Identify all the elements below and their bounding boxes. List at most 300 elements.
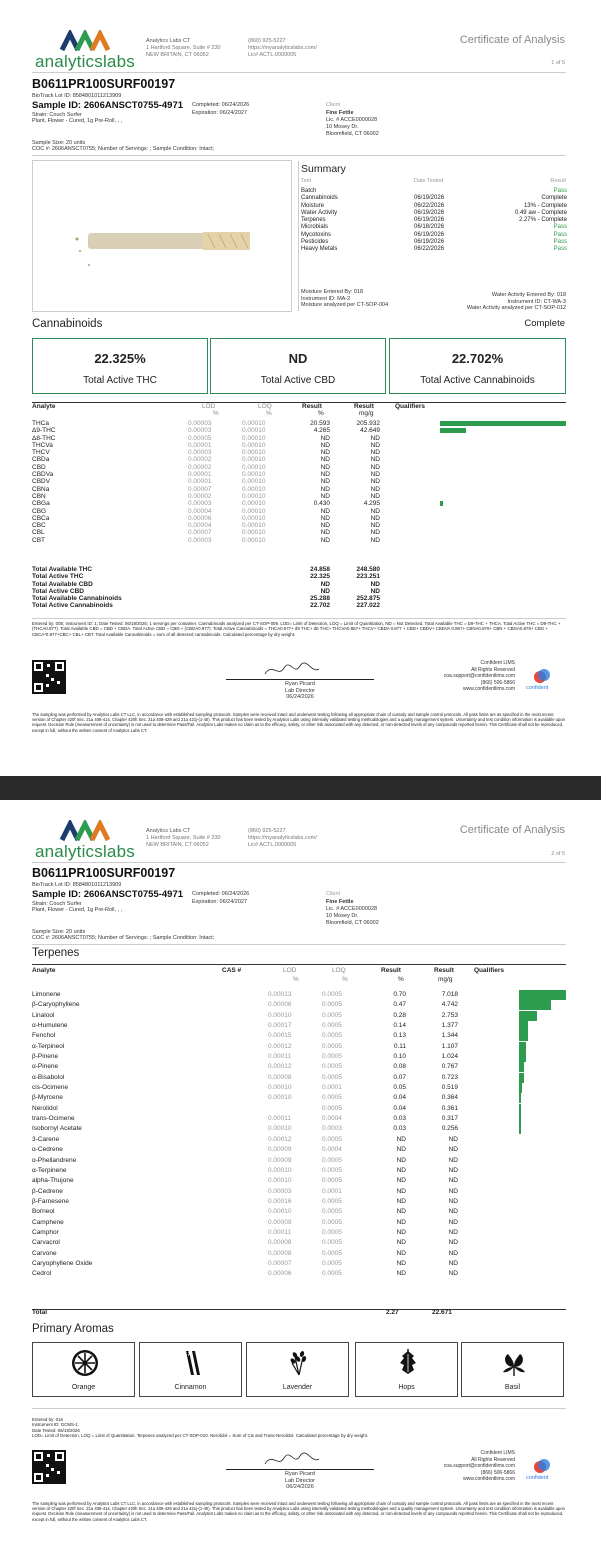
loq-value: 0.00010 <box>242 478 266 486</box>
result-mg: 1.377 <box>441 1022 458 1030</box>
water-sop: Water Activity analyzed per CT-SOP-012 <box>466 305 566 311</box>
lab-phone: (860) 925-5227 <box>248 38 286 44</box>
total-row <box>32 595 566 602</box>
col-result-mg: Result <box>354 403 374 410</box>
summary-result: Pass <box>553 231 567 238</box>
analyte-name: Carvacrol <box>32 1239 60 1247</box>
summary-row <box>301 239 567 246</box>
box-value: 22.702% <box>451 351 504 366</box>
table-row <box>32 1000 566 1010</box>
lims-email[interactable]: coa.support@confidentlims.com <box>443 1463 515 1469</box>
summary-row <box>301 232 567 239</box>
loq-value: 0.0005 <box>322 1135 342 1143</box>
unit: mg/g <box>438 975 453 983</box>
analyte-name: CBDVa <box>32 471 54 479</box>
sample-id: Sample ID: 2606ANSCT0755-4971 <box>32 100 184 111</box>
signature-block <box>226 681 374 701</box>
qr-code-icon[interactable] <box>32 660 66 694</box>
result-pct: ND <box>320 514 330 522</box>
loq-value: 0.0005 <box>322 1156 342 1164</box>
aroma-orange <box>32 1342 135 1397</box>
lod-value: 0.00003 <box>188 420 212 427</box>
loq-value: 0.00010 <box>242 434 266 442</box>
loq-value: 0.0005 <box>322 1001 342 1009</box>
summary-row <box>301 210 567 217</box>
summary-title: Summary <box>301 163 346 175</box>
loq-value: 0.0005 <box>322 1011 342 1019</box>
total-mg: 227.022 <box>356 602 380 610</box>
signature-icon <box>262 1450 322 1470</box>
loq-value: 0.0004 <box>322 1115 342 1123</box>
result-mg: 7.018 <box>441 991 458 998</box>
table-row <box>32 1187 566 1197</box>
result-mg: ND <box>448 1208 458 1216</box>
result-pct: 0.05 <box>393 1084 406 1092</box>
lod-value: 0.00017 <box>268 1022 292 1030</box>
box-label: Total Active Cannabinoids <box>420 375 535 386</box>
lims-name: Confident LIMS <box>480 660 515 666</box>
unit: % <box>266 410 272 418</box>
product-type: Plant, Flower - Cured, 1g Pre-Roll, , , <box>32 907 123 913</box>
coa-page-2 <box>0 800 601 1563</box>
loq-value: 0.0005 <box>322 1032 342 1040</box>
loq-value: 0.00010 <box>242 441 266 449</box>
lod-value: 0.00007 <box>188 485 212 493</box>
result-pct: ND <box>396 1146 406 1154</box>
table-top-rule <box>32 964 566 965</box>
loq-value: 0.0005 <box>322 1208 342 1216</box>
client-label: Client <box>326 102 341 108</box>
lab-phone: (860) 925-5227 <box>248 828 286 834</box>
result-pct: ND <box>396 1228 406 1236</box>
result-mg: 0.256 <box>441 1125 458 1133</box>
col-analyte: Analyte <box>32 967 56 974</box>
table-row <box>32 1269 566 1279</box>
result-pct: ND <box>396 1166 406 1174</box>
signer-title: Lab Director <box>285 1477 315 1484</box>
result-pct: ND <box>396 1270 406 1278</box>
water-entered: Water Activity Entered By: 018 <box>491 292 566 298</box>
table-row <box>32 1135 566 1145</box>
result-mg: 4.742 <box>441 1001 458 1009</box>
lod-value: 0.00011 <box>268 1115 292 1123</box>
result-pct: ND <box>320 434 330 442</box>
result-pct: ND <box>320 485 330 493</box>
analyte-name: β-Myrcene <box>32 1094 63 1102</box>
lod-value: 0.00002 <box>188 456 212 464</box>
result-mg: ND <box>370 456 380 464</box>
lod-value: 0.00005 <box>188 434 212 442</box>
table-row <box>32 990 566 1000</box>
loq-value: 0.0005 <box>322 1218 342 1226</box>
result-pct: 0.08 <box>393 1063 406 1071</box>
summary-rows <box>301 188 567 254</box>
lod-value: 0.00003 <box>188 427 212 435</box>
lod-value: 0.00010 <box>268 1177 292 1185</box>
result-pct: ND <box>396 1208 406 1216</box>
result-pct: 0.47 <box>393 1001 406 1009</box>
cannabinoid-totals <box>32 566 566 610</box>
result-pct: ND <box>320 478 330 486</box>
lod-value: 0.00003 <box>188 500 212 508</box>
analyte-name: Carvone <box>32 1249 57 1257</box>
analyte-name: Camphor <box>32 1228 59 1236</box>
result-mg: ND <box>448 1249 458 1257</box>
result-mg: ND <box>370 441 380 449</box>
analyte-name: CBNa <box>32 485 50 493</box>
lod-value: 0.00006 <box>268 1001 292 1009</box>
lims-url[interactable]: www.confidentlims.com <box>463 1476 515 1482</box>
analyte-name: THCVa <box>32 441 53 449</box>
pre-roll-image <box>33 161 291 311</box>
summary-result: 2.27% - Complete <box>518 217 567 224</box>
summary-test: Pesticides <box>301 239 329 246</box>
table-row <box>32 420 566 427</box>
footnote-date: Date Tested: 06/19/2026 <box>32 1427 80 1433</box>
logo-text: analyticslabs <box>35 52 135 71</box>
result-pct: ND <box>396 1156 406 1164</box>
table-row <box>32 1011 566 1021</box>
loq-value: 0.0005 <box>322 1042 342 1050</box>
summary-test: Mycotoxins <box>301 231 332 238</box>
table-row <box>32 1062 566 1072</box>
lims-block <box>444 1450 515 1483</box>
result-mg: ND <box>448 1187 458 1195</box>
summary-test: Microbials <box>301 224 329 231</box>
expiration-date: Expiration: 06/24/2027 <box>192 110 248 116</box>
aroma-label: Cinnamon <box>174 1384 207 1391</box>
moisture-sop: Moisture analyzed per CT-SOP-004 <box>301 302 389 308</box>
result-pct: ND <box>396 1249 406 1257</box>
col-analyte: Analyte <box>32 403 56 410</box>
lod-value: 0.00010 <box>268 1011 292 1019</box>
table-row <box>32 522 566 529</box>
aroma-hops <box>355 1342 458 1397</box>
analyte-name: THCV <box>32 449 50 457</box>
result-pct: ND <box>320 463 330 471</box>
lod-value: 0.00012 <box>268 1042 292 1050</box>
total-label: Total Active THC <box>32 573 84 581</box>
total-row <box>32 581 566 588</box>
result-pct: ND <box>320 449 330 457</box>
table-row <box>32 1238 566 1248</box>
table-row <box>32 1207 566 1217</box>
lab-url[interactable]: https://myanalyticslabs.com/ <box>248 835 317 841</box>
analyte-name: Isobornyl Acetate <box>32 1125 82 1133</box>
analyte-name: CBC <box>32 522 46 530</box>
lod-value: 0.00013 <box>268 991 292 998</box>
analyte-name: CBCa <box>32 514 50 522</box>
table-row <box>32 464 566 471</box>
analyte-name: CBDa <box>32 456 50 464</box>
result-pct: ND <box>320 492 330 500</box>
logo-text: analyticslabs <box>35 842 135 861</box>
table-row <box>32 1083 566 1093</box>
lod-value: 0.00006 <box>268 1270 292 1278</box>
result-pct: 0.11 <box>393 1042 406 1050</box>
result-pct: ND <box>396 1259 406 1267</box>
coc: COC #: 2606ANSCT0755; Number of Servings: ; Sample Condition: Intact; <box>32 146 215 152</box>
table-row <box>32 500 566 507</box>
lod-value: 0.00003 <box>268 1187 292 1195</box>
terpene-table-header <box>32 967 566 984</box>
table-row <box>32 1104 566 1114</box>
table-row <box>32 486 566 493</box>
analyte-name: Δ8-THC <box>32 434 56 442</box>
sample-id: Sample ID: 2606ANSCT0755-4971 <box>32 889 184 900</box>
lod-value: 0.00007 <box>268 1259 292 1267</box>
lod-value: 0.00001 <box>188 478 212 486</box>
result-pct: ND <box>320 536 330 544</box>
summary-row <box>301 217 567 224</box>
analyte-name: cis-Ocimene <box>32 1084 69 1092</box>
summary-row <box>301 203 567 210</box>
summary-test: Heavy Metals <box>301 246 338 253</box>
summary-result: Pass <box>553 188 567 194</box>
loq-value: 0.0001 <box>322 1084 342 1092</box>
lod-value: 0.00010 <box>268 1166 292 1174</box>
loq-value: 0.00010 <box>242 507 266 515</box>
total-mg: ND <box>370 580 380 588</box>
moisture-note <box>301 289 388 309</box>
summary-date: 06/19/2026 <box>414 209 445 216</box>
loq-value: 0.00010 <box>242 420 266 427</box>
table-row <box>32 1021 566 1031</box>
client-lic: Lic. # ACCE0000028 <box>326 906 378 912</box>
summary-result: Complete <box>541 195 567 202</box>
loq-value: 0.0005 <box>322 1259 342 1267</box>
result-mg: ND <box>448 1239 458 1247</box>
lod-value: 0.00015 <box>268 1032 292 1040</box>
result-mg: 42.649 <box>360 427 380 435</box>
result-pct: 0.04 <box>393 1104 406 1112</box>
lims-url[interactable]: www.confidentlims.com <box>463 686 515 692</box>
result-pct: 0.14 <box>393 1022 406 1030</box>
loq-value: 0.00010 <box>242 514 266 522</box>
result-pct: ND <box>320 522 330 530</box>
batch-id: B0611PR100SURF00197 <box>32 77 176 91</box>
aroma-label: Lavender <box>282 1384 313 1391</box>
result-mg: ND <box>370 471 380 479</box>
analyte-name: Borneol <box>32 1208 55 1216</box>
col-lod: LOD <box>283 967 297 974</box>
moisture-entered: Moisture Entered By: 018 <box>301 289 364 295</box>
analyte-name: α-Phellandrene <box>32 1156 77 1164</box>
biotrack-id: BioTrack Lot ID: 8584801011213909 <box>32 882 122 888</box>
confident-logo-icon <box>534 668 550 684</box>
table-row <box>32 456 566 463</box>
analyte-name: Δ9-THC <box>32 427 56 435</box>
lod-value: 0.00003 <box>188 536 212 544</box>
loq-value: 0.0003 <box>322 1125 342 1133</box>
table-row <box>32 427 566 434</box>
lod-value: 0.00008 <box>268 1249 292 1257</box>
footnote-entered: Entered by: 016 <box>32 1417 64 1422</box>
analyte-name: 3-Carene <box>32 1135 60 1143</box>
qualifier-bar <box>440 421 566 426</box>
result-pct: 0.430 <box>313 500 330 508</box>
result-mg: 0.317 <box>441 1115 458 1123</box>
total-row <box>32 573 566 580</box>
result-mg: ND <box>370 463 380 471</box>
signer-date: 06/24/2026 <box>286 694 314 700</box>
lod-value: 0.00004 <box>188 507 212 515</box>
col-qualifiers: Qualifiers <box>395 403 425 410</box>
table-row <box>32 515 566 522</box>
result-pct: ND <box>396 1187 406 1195</box>
lab-info <box>146 38 221 59</box>
result-pct: ND <box>320 456 330 464</box>
box-value: 22.325% <box>94 351 146 366</box>
result-mg: ND <box>370 536 380 544</box>
box-label: Total Active THC <box>83 375 157 386</box>
result-pct: ND <box>396 1239 406 1247</box>
table-row <box>32 1145 566 1155</box>
total-active-cbd-box <box>210 338 386 394</box>
total-mg: ND <box>370 587 380 595</box>
lavender-icon <box>285 1349 313 1377</box>
lims-email[interactable]: coa.support@confidentlims.com <box>443 673 515 679</box>
lod-value: 0.00007 <box>188 529 212 537</box>
result-mg: ND <box>370 449 380 457</box>
lab-name: Analytics Labs CT <box>146 38 191 44</box>
page-separator <box>0 776 601 800</box>
page-number: 1 of 5 <box>551 60 565 66</box>
loq-value: 0.0005 <box>322 1270 342 1278</box>
qualifier-bar <box>519 1021 528 1031</box>
loq-value: 0.0005 <box>322 1094 342 1102</box>
table-row <box>32 529 566 536</box>
basil-icon <box>500 1349 528 1377</box>
loq-value: 0.00010 <box>242 522 266 530</box>
cannabinoid-footnote: Entered by: 005; Instrument ID: 1; Date Tested: 06/19/2026; 1 servings per container. Cannabinoids analyzed per CT-SOP-009. LOD= Limit of Detection, LOQ = Limit of Quantitation, ND = Not Detected. Total Available THC = D9-THC + THCA. Total Active THC = D9-THC + (THCA0.877). Total Available CBD = CBD + CBDA. Total Active CBD = CBD + (CBDA0.877). Total Active Cannabinoids = THCA0.877+ d9 THC+ d8 THC+ THCVA0.867+ THCV+ CBDA 0.877 + CBD+ CBDV+ CBDVA 0.867+ CBNA0.876+ CBN + CBGA0.878+ CBG + CBCA*0.877+CBC+ CBL+ CBT. Total Available Cannabinoids = sum of all detected cannabinoids. Calculated percentage by dry weight. <box>32 621 561 637</box>
total-pct: ND <box>320 587 330 595</box>
analyte-name: Cedrol <box>32 1270 52 1278</box>
client-addr1: 10 Mosey Dr. <box>326 913 359 919</box>
summary-result: Pass <box>553 239 567 246</box>
lod-value: 0.00012 <box>268 1135 292 1143</box>
result-mg: ND <box>370 492 380 500</box>
analyte-name: Fenchol <box>32 1032 56 1040</box>
qr-code-icon[interactable] <box>32 1450 66 1484</box>
summary-result: 0.49 aw - Complete <box>514 209 567 216</box>
lab-contact <box>248 38 317 59</box>
lab-license: Lic# ACTL.0000005 <box>248 52 297 58</box>
signature-icon <box>262 660 322 680</box>
water-note <box>467 292 566 312</box>
loq-value: 0.00010 <box>242 449 266 457</box>
table-row <box>32 508 566 515</box>
result-pct: 0.03 <box>393 1125 406 1133</box>
result-mg: 0.364 <box>441 1094 458 1102</box>
result-pct: 20.593 <box>310 420 330 427</box>
sample-size: Sample Size: 20 units <box>32 929 86 935</box>
analyte-name: β-Pinene <box>32 1053 59 1061</box>
total-pct: 25.288 <box>310 595 330 603</box>
total-pct: 22.702 <box>310 602 330 610</box>
summary-col-test: Test <box>301 178 312 184</box>
result-mg: ND <box>370 478 380 486</box>
analyte-name: β-Farnesene <box>32 1197 69 1205</box>
table-row <box>32 1031 566 1041</box>
table-row <box>32 435 566 442</box>
loq-value: 0.00010 <box>242 492 266 500</box>
qualifier-bar <box>519 1000 551 1010</box>
aroma-basil <box>461 1342 564 1397</box>
table-row <box>32 478 566 485</box>
orange-icon <box>71 1349 99 1377</box>
lod-value: 0.00010 <box>268 1208 292 1216</box>
lims-block <box>444 660 515 693</box>
lod-value: 0.00009 <box>268 1146 292 1154</box>
result-mg: 1.107 <box>441 1042 458 1050</box>
analyte-name: Limonene <box>32 991 61 998</box>
aroma-label: Hops <box>398 1384 415 1391</box>
lab-address1: 1 Hartford Square, Suite # 230 <box>146 45 221 51</box>
table-row <box>32 1093 566 1103</box>
total-row <box>32 588 566 595</box>
total-active-thc-box <box>32 338 208 394</box>
doc-title: Certificate of Analysis <box>459 824 565 836</box>
unit: % <box>213 410 219 418</box>
analyte-name: Linalool <box>32 1011 55 1019</box>
box-value: ND <box>288 351 308 366</box>
total-mg: 252.875 <box>356 595 380 603</box>
divider <box>32 618 566 619</box>
summary-date: 06/19/2026 <box>414 217 445 224</box>
unit: % <box>398 975 404 983</box>
completed-date: Completed: 06/24/2026 <box>192 891 250 897</box>
lims-rights: All Rights Reserved <box>471 1456 515 1463</box>
loq-value: 0.0005 <box>322 991 342 998</box>
footnote-instrument: Instrument ID: GCMS-1 <box>32 1422 78 1428</box>
total-label: Total Active CBD <box>32 587 85 595</box>
coc: COC #: 2606ANSCT0755; Number of Servings: ; Sample Condition: Intact; <box>32 935 215 941</box>
lod-value: 0.00002 <box>188 463 212 471</box>
table-row <box>32 537 566 544</box>
lims-phone: (866) 506-5866 <box>480 1469 515 1476</box>
analyte-name: α-Cedrene <box>32 1146 63 1154</box>
confident-logo-icon <box>534 1458 550 1474</box>
qualifier-bar <box>440 428 466 433</box>
cannabinoids-status: Complete <box>524 318 565 329</box>
analyte-name: CBL <box>32 529 45 537</box>
analyte-name: CBT <box>32 536 45 544</box>
summary-test: Terpenes <box>301 217 326 224</box>
col-loq: LOQ <box>332 967 346 974</box>
aroma-lavender <box>246 1342 349 1397</box>
result-pct: ND <box>320 507 330 515</box>
result-mg: ND <box>370 485 380 493</box>
analyte-name: trans-Ocimene <box>32 1115 75 1123</box>
table-row <box>32 471 566 478</box>
lod-value: 0.00001 <box>188 441 212 449</box>
table-row <box>32 1197 566 1207</box>
lab-url[interactable]: https://myanalyticslabs.com/ <box>248 45 317 51</box>
result-mg: ND <box>370 529 380 537</box>
result-pct: 0.70 <box>393 991 406 998</box>
aroma-cinnamon <box>139 1342 242 1397</box>
total-pct: 22.325 <box>310 573 330 581</box>
result-pct: ND <box>396 1197 406 1205</box>
lod-value: 0.00002 <box>188 492 212 500</box>
confident-brand: confident <box>526 1475 549 1481</box>
loq-value: 0.0005 <box>322 1249 342 1257</box>
lab-name: Analytics Labs CT <box>146 828 191 834</box>
divider <box>32 1408 566 1409</box>
table-row <box>32 449 566 456</box>
lims-name: Confident LIMS <box>480 1450 515 1456</box>
